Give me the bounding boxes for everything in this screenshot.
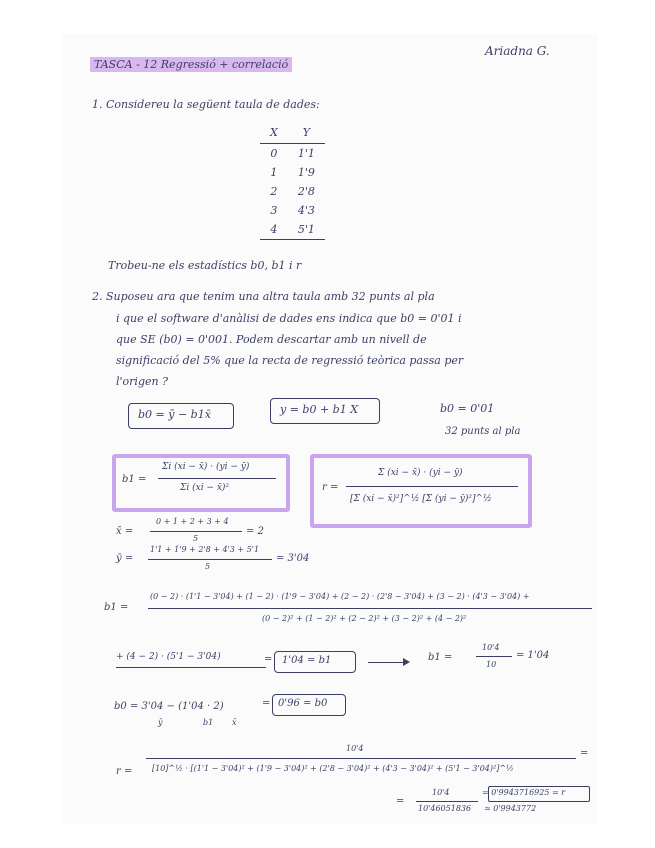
b1-calc-label: b1 =	[104, 602, 129, 613]
b1-calc-denominator: (0 − 2)² + (1 − 2)² + (2 − 2)² + (3 − 2)² + (4 − 2)²	[262, 614, 467, 623]
b1-calc-equals: =	[264, 654, 273, 665]
b0-calc-expression: b0 = 3'04 − (1'04 · 2)	[114, 701, 224, 712]
q1-task: Trobeu-ne els estadístics b0, b1 i r	[108, 259, 302, 272]
q2-line-5: l'origen ?	[116, 375, 168, 388]
table-row: 3 4'3	[270, 204, 315, 217]
r-approx: ≃ 0'9943772	[484, 804, 537, 813]
b1-denominator: Σi (xi − x̄)²	[180, 483, 230, 493]
fraction-bar	[158, 478, 276, 479]
fraction-bar	[476, 656, 512, 657]
q1-prompt: 1. Considereu la següent taula de dades:	[92, 98, 320, 111]
ybar-denominator: 5	[205, 562, 211, 571]
b0-calc-equals: =	[262, 698, 271, 709]
fraction-bar	[116, 667, 266, 668]
column-header-y: Y	[288, 124, 325, 144]
q2-line-2: i que el software d'anàlisi de dades ens indica que b0 = 0'01 i	[116, 312, 462, 325]
q2-line-1: 2. Suposeu ara que tenim una altra taula amb 32 punts al pla	[92, 290, 435, 303]
r-denominator: [Σ (xi − x̄)²]^½ [Σ (yi − ȳ)²]^½	[350, 494, 492, 504]
given-b0: b0 = 0'01	[440, 402, 495, 415]
b1-numerator: Σi (xi − x̄) · (yi − ȳ)	[162, 462, 250, 472]
table-row: 2 2'8	[270, 185, 315, 198]
b1-alt-denominator: 10	[486, 660, 497, 669]
page-title: TASCA - 12 Regressió + correlació	[90, 58, 292, 71]
table-row: 1 1'9	[270, 166, 315, 179]
r-calc-denominator-2: 10'46051836	[418, 804, 472, 813]
given-points: 32 punts al pla	[445, 426, 521, 437]
fraction-bar	[346, 486, 518, 487]
r-calc-numerator-2: 10'4	[432, 788, 450, 797]
b1-alt-numerator: 10'4	[482, 643, 500, 652]
r-calc-label: r =	[116, 766, 133, 777]
b1-label: b1 =	[122, 474, 147, 485]
b1-alt-result: = 1'04	[516, 650, 550, 661]
b0-formula: b0 = ȳ − b1x̄	[138, 408, 211, 421]
r-calc-tail-equals: =	[580, 748, 589, 759]
b1-calc-numerator: (0 − 2) · (1'1 − 3'04) + (1 − 2) · (1'9 − 3'04) + (2 − 2) · (2'8 − 3'04) + (3 − 2) · (4'3 − 3'04) +	[150, 592, 530, 601]
q2-line-4: significació del 5% que la recta de regressió teòrica passa per	[116, 354, 464, 367]
xbar-numerator: 0 + 1 + 2 + 3 + 4	[156, 517, 229, 526]
ybar-label: ȳ =	[116, 553, 134, 564]
line-equation: y = b0 + b1 X	[280, 403, 359, 416]
b0-sub-b1: b1	[203, 718, 214, 727]
ybar-result: = 3'04	[276, 553, 310, 564]
r-calc-equals-2: =	[396, 796, 405, 807]
b1-alt-label: b1 =	[428, 652, 453, 663]
b0-result: 0'96 = b0	[278, 698, 328, 709]
r-numerator: Σ (xi − x̄) · (yi − ȳ)	[378, 468, 463, 478]
table-row: 4 5'1	[260, 220, 325, 240]
xbar-label: x̄ =	[116, 526, 134, 537]
table-row: 0 1'1	[270, 147, 315, 160]
fraction-bar	[148, 608, 592, 609]
b0-sub-ybar: ȳ	[158, 718, 163, 727]
b0-sub-xbar: x̄	[232, 718, 237, 727]
r-calc-denominator: [10]^½ · [(1'1 − 3'04)² + (1'9 − 3'04)² + (2'8 − 3'04)² + (4'3 − 3'04)² + (5'1 − 3'04)²]^½	[152, 764, 514, 773]
xbar-denominator: 5	[193, 534, 199, 543]
xbar-result: = 2	[246, 526, 264, 537]
arrow-right-icon	[368, 662, 408, 663]
author-name: Ariadna G.	[485, 44, 550, 58]
ybar-numerator: 1'1 + 1'9 + 2'8 + 4'3 + 5'1	[150, 545, 260, 554]
q2-line-3: que SE (b0) = 0'001. Podem descartar amb un nivell de	[116, 333, 427, 346]
r-calc-numerator: 10'4	[346, 744, 364, 753]
b1-calc-continuation: + (4 − 2) · (5'1 − 3'04)	[116, 652, 221, 662]
b1-result: 1'04 = b1	[282, 655, 332, 666]
fraction-bar	[148, 559, 272, 560]
r-formula-box	[310, 454, 532, 528]
fraction-bar	[146, 758, 576, 759]
data-table	[260, 124, 325, 240]
column-header-x: X	[260, 124, 288, 144]
fraction-bar	[150, 531, 242, 532]
fraction-bar	[416, 801, 478, 802]
r-label: r =	[322, 482, 339, 493]
r-result: = 0'9943716925 = r	[482, 788, 566, 797]
